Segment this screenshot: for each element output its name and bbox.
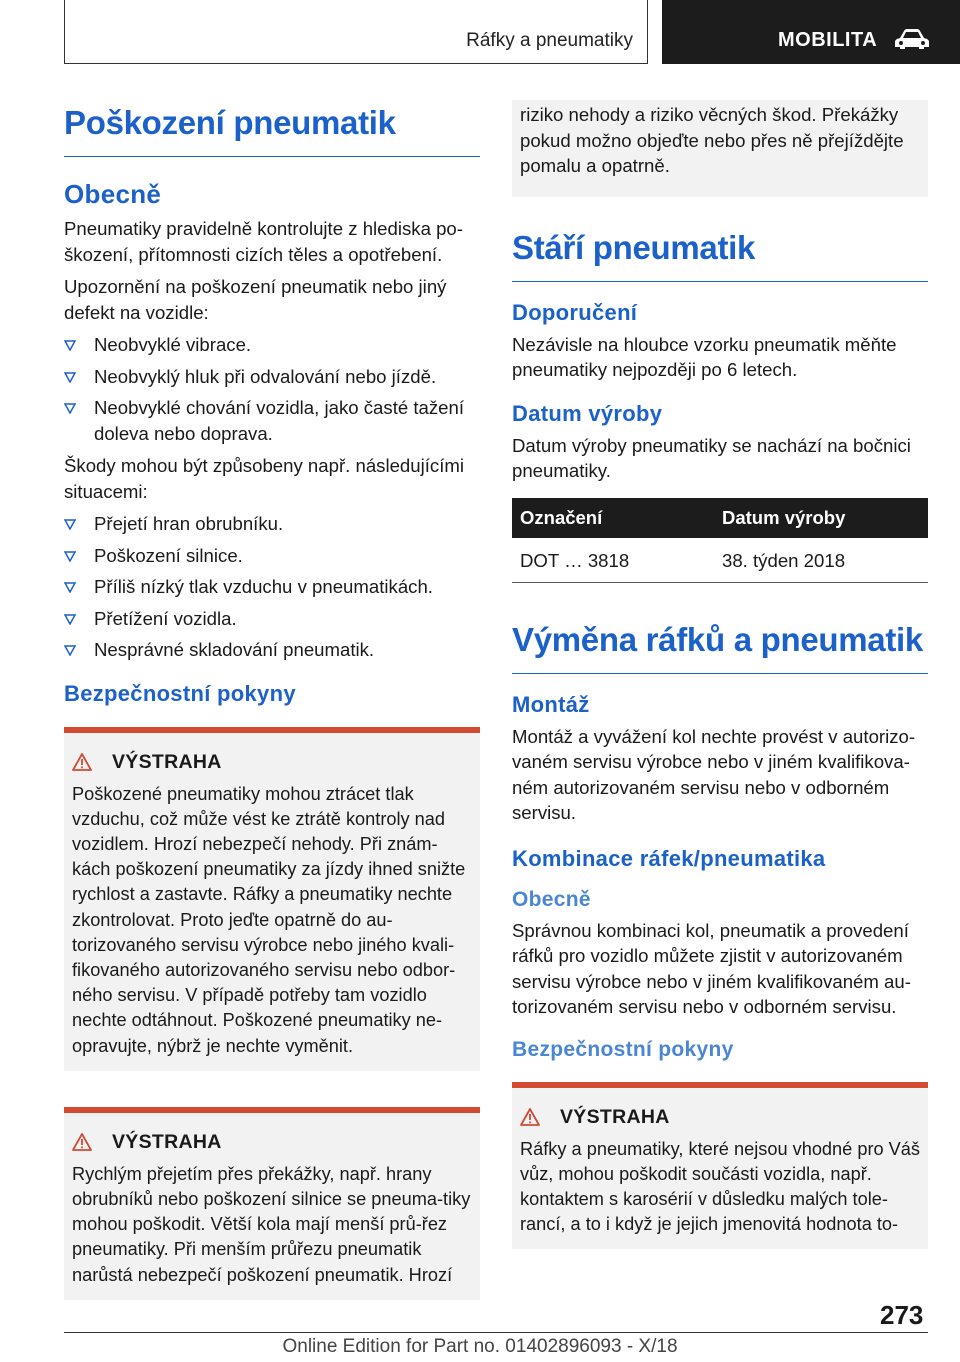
header-section-box <box>64 0 648 64</box>
table-cell: 38. týden 2018 <box>714 538 928 583</box>
heading-wheel-change: Výměna ráfků a pneumatik <box>512 617 928 674</box>
warning-title: VÝSTRAHA <box>112 1130 222 1153</box>
table-row <box>512 538 928 583</box>
warning-text: riziko nehody a riziko věcných škod. Překážky pokud možno objeďte nebo přes ně přejíždějte pomalu a opatrně. <box>520 104 904 176</box>
warning-title: VÝSTRAHA <box>112 750 222 773</box>
heading-general: Obecně <box>512 887 591 911</box>
column-header: Datum výroby <box>714 498 928 538</box>
paragraph: Upozornění na poškození pneumatik nebo jiný defekt na vozidle: <box>64 276 447 323</box>
warning-title: VÝSTRAHA <box>560 1105 670 1128</box>
warning-text: Ráfky a pneumatiky, které nejsou vhodné pro Váš vůz, mohou poškodit součásti vozidla, např. kontaktem s karosérií v důsledku malých tole-rancí, a to i když je jejich jmenovitá hodnota to- <box>520 1138 921 1235</box>
list-item: Přejetí hran obrubníku. <box>64 511 480 537</box>
heading-production-date: Datum výroby <box>512 400 663 426</box>
damage-signs-list <box>64 332 480 446</box>
paragraph: Datum výroby pneumatiky se nachází na bočnici pneumatiky. <box>512 434 911 481</box>
footer-edition: Online Edition for Part no. 01402896093 - X/18 <box>282 1336 678 1357</box>
warning-triangle-icon <box>72 753 92 771</box>
bullet-triangle-icon <box>64 645 76 656</box>
heading-general: Obecně <box>64 179 162 209</box>
paragraph: Správnou kombinaci kol, pneumatik a provedení ráfků pro vozidlo můžete zjistit v autorizovaném servisu výrobce nebo v jiném kvalifikovaném au-torizovaném servisu nebo v odborném servisu. <box>512 919 911 1017</box>
bullet-triangle-icon <box>64 519 76 530</box>
right-column <box>512 100 928 1249</box>
chapter-title: MOBILITA <box>778 29 878 51</box>
warning-continuation <box>512 100 928 197</box>
warning-triangle-icon <box>520 1108 540 1126</box>
warning-text: Poškozené pneumatiky mohou ztrácet tlak vzduchu, což může vést ke ztrátě kontroly nad vozidlem. Hrozí nebezpečí nehody. Při znám-kách poškození pneumatiky za jízdy ihned snižte rychlost a zastavte. Ráfky a pneumatiky nechte zkontrolovat. Proto jeďte opatrně do au-torizovaného servisu výrobce nebo jiného kvali-fikovaného autorizovaného servisu nebo odbor-ného servisu. V případě potřeby tam vozidlo nechte odtáhnout. Poškozené pneumatiky ne-opravujte, nýbrž je nechte vyměnit. <box>72 783 466 1056</box>
paragraph: Pneumatiky pravidelně kontrolujte z hlediska po-škození, přítomnosti cizích těles a opotřebení. <box>64 218 463 265</box>
table-header-row <box>512 498 928 538</box>
production-date-table <box>512 498 928 583</box>
paragraph: Nezávisle na hloubce vzorku pneumatik měňte pneumatiky nejpozději po 6 letech. <box>512 333 897 380</box>
bullet-triangle-icon <box>64 582 76 593</box>
heading-safety-notes: Bezpečnostní pokyny <box>64 680 296 706</box>
car-icon <box>894 28 930 50</box>
warning-box <box>64 1107 480 1300</box>
heading-recommendation: Doporučení <box>512 299 638 325</box>
list-item: Neobvyklý hluk při odvalování nebo jízdě. <box>64 364 480 390</box>
paragraph: Montáž a vyvážení kol nechte provést v autorizo-vaném servisu výrobce nebo v jiném kvalifikova-ném autorizovaném servisu nebo v odborném servisu. <box>512 725 916 823</box>
heading-tire-damage: Poškození pneumatik <box>64 100 480 157</box>
bullet-triangle-icon <box>64 551 76 562</box>
warning-box <box>64 727 480 1071</box>
bullet-triangle-icon <box>64 372 76 383</box>
left-column <box>64 100 480 1300</box>
footer-divider <box>64 1332 928 1333</box>
heading-safety-notes: Bezpečnostní pokyny <box>512 1037 734 1061</box>
heading-rim-tire-combination: Kombinace ráfek/pneumatika <box>512 845 826 871</box>
list-item: Neobvyklé chování vozidla, jako časté tažení doleva nebo doprava. <box>64 395 480 446</box>
paragraph: Škody mohou být způsobeny např. následujícími situacemi: <box>64 455 464 502</box>
heading-tire-age: Stáří pneumatik <box>512 225 928 282</box>
list-item: Příliš nízký tlak vzduchu v pneumatikách. <box>64 574 480 600</box>
heading-mounting: Montáž <box>512 691 590 717</box>
page-number: 273 <box>880 1300 924 1330</box>
list-item: Neobvyklé vibrace. <box>64 332 480 358</box>
warning-triangle-icon <box>72 1133 92 1151</box>
bullet-triangle-icon <box>64 340 76 351</box>
list-item: Nesprávné skladování pneumatik. <box>64 637 480 663</box>
list-item: Poškození silnice. <box>64 543 480 569</box>
warning-text: Rychlým přejetím přes překážky, např. hrany obrubníků nebo poškození silnice se pneuma-tiky mohou poškodit. Větší kola mají menší prů-řez pneumatiky. Při menším průřezu pneumatik narůstá nebezpečí poškození pneumatik. Hrozí <box>72 1163 471 1285</box>
table-cell: DOT … 3818 <box>512 538 714 583</box>
section-title: Ráfky a pneumatiky <box>466 30 633 51</box>
column-header: Označení <box>512 498 714 538</box>
list-item: Přetížení vozidla. <box>64 606 480 632</box>
chapter-tab <box>662 0 960 64</box>
warning-box <box>512 1082 928 1250</box>
bullet-triangle-icon <box>64 403 76 414</box>
bullet-triangle-icon <box>64 614 76 625</box>
damage-causes-list <box>64 511 480 663</box>
